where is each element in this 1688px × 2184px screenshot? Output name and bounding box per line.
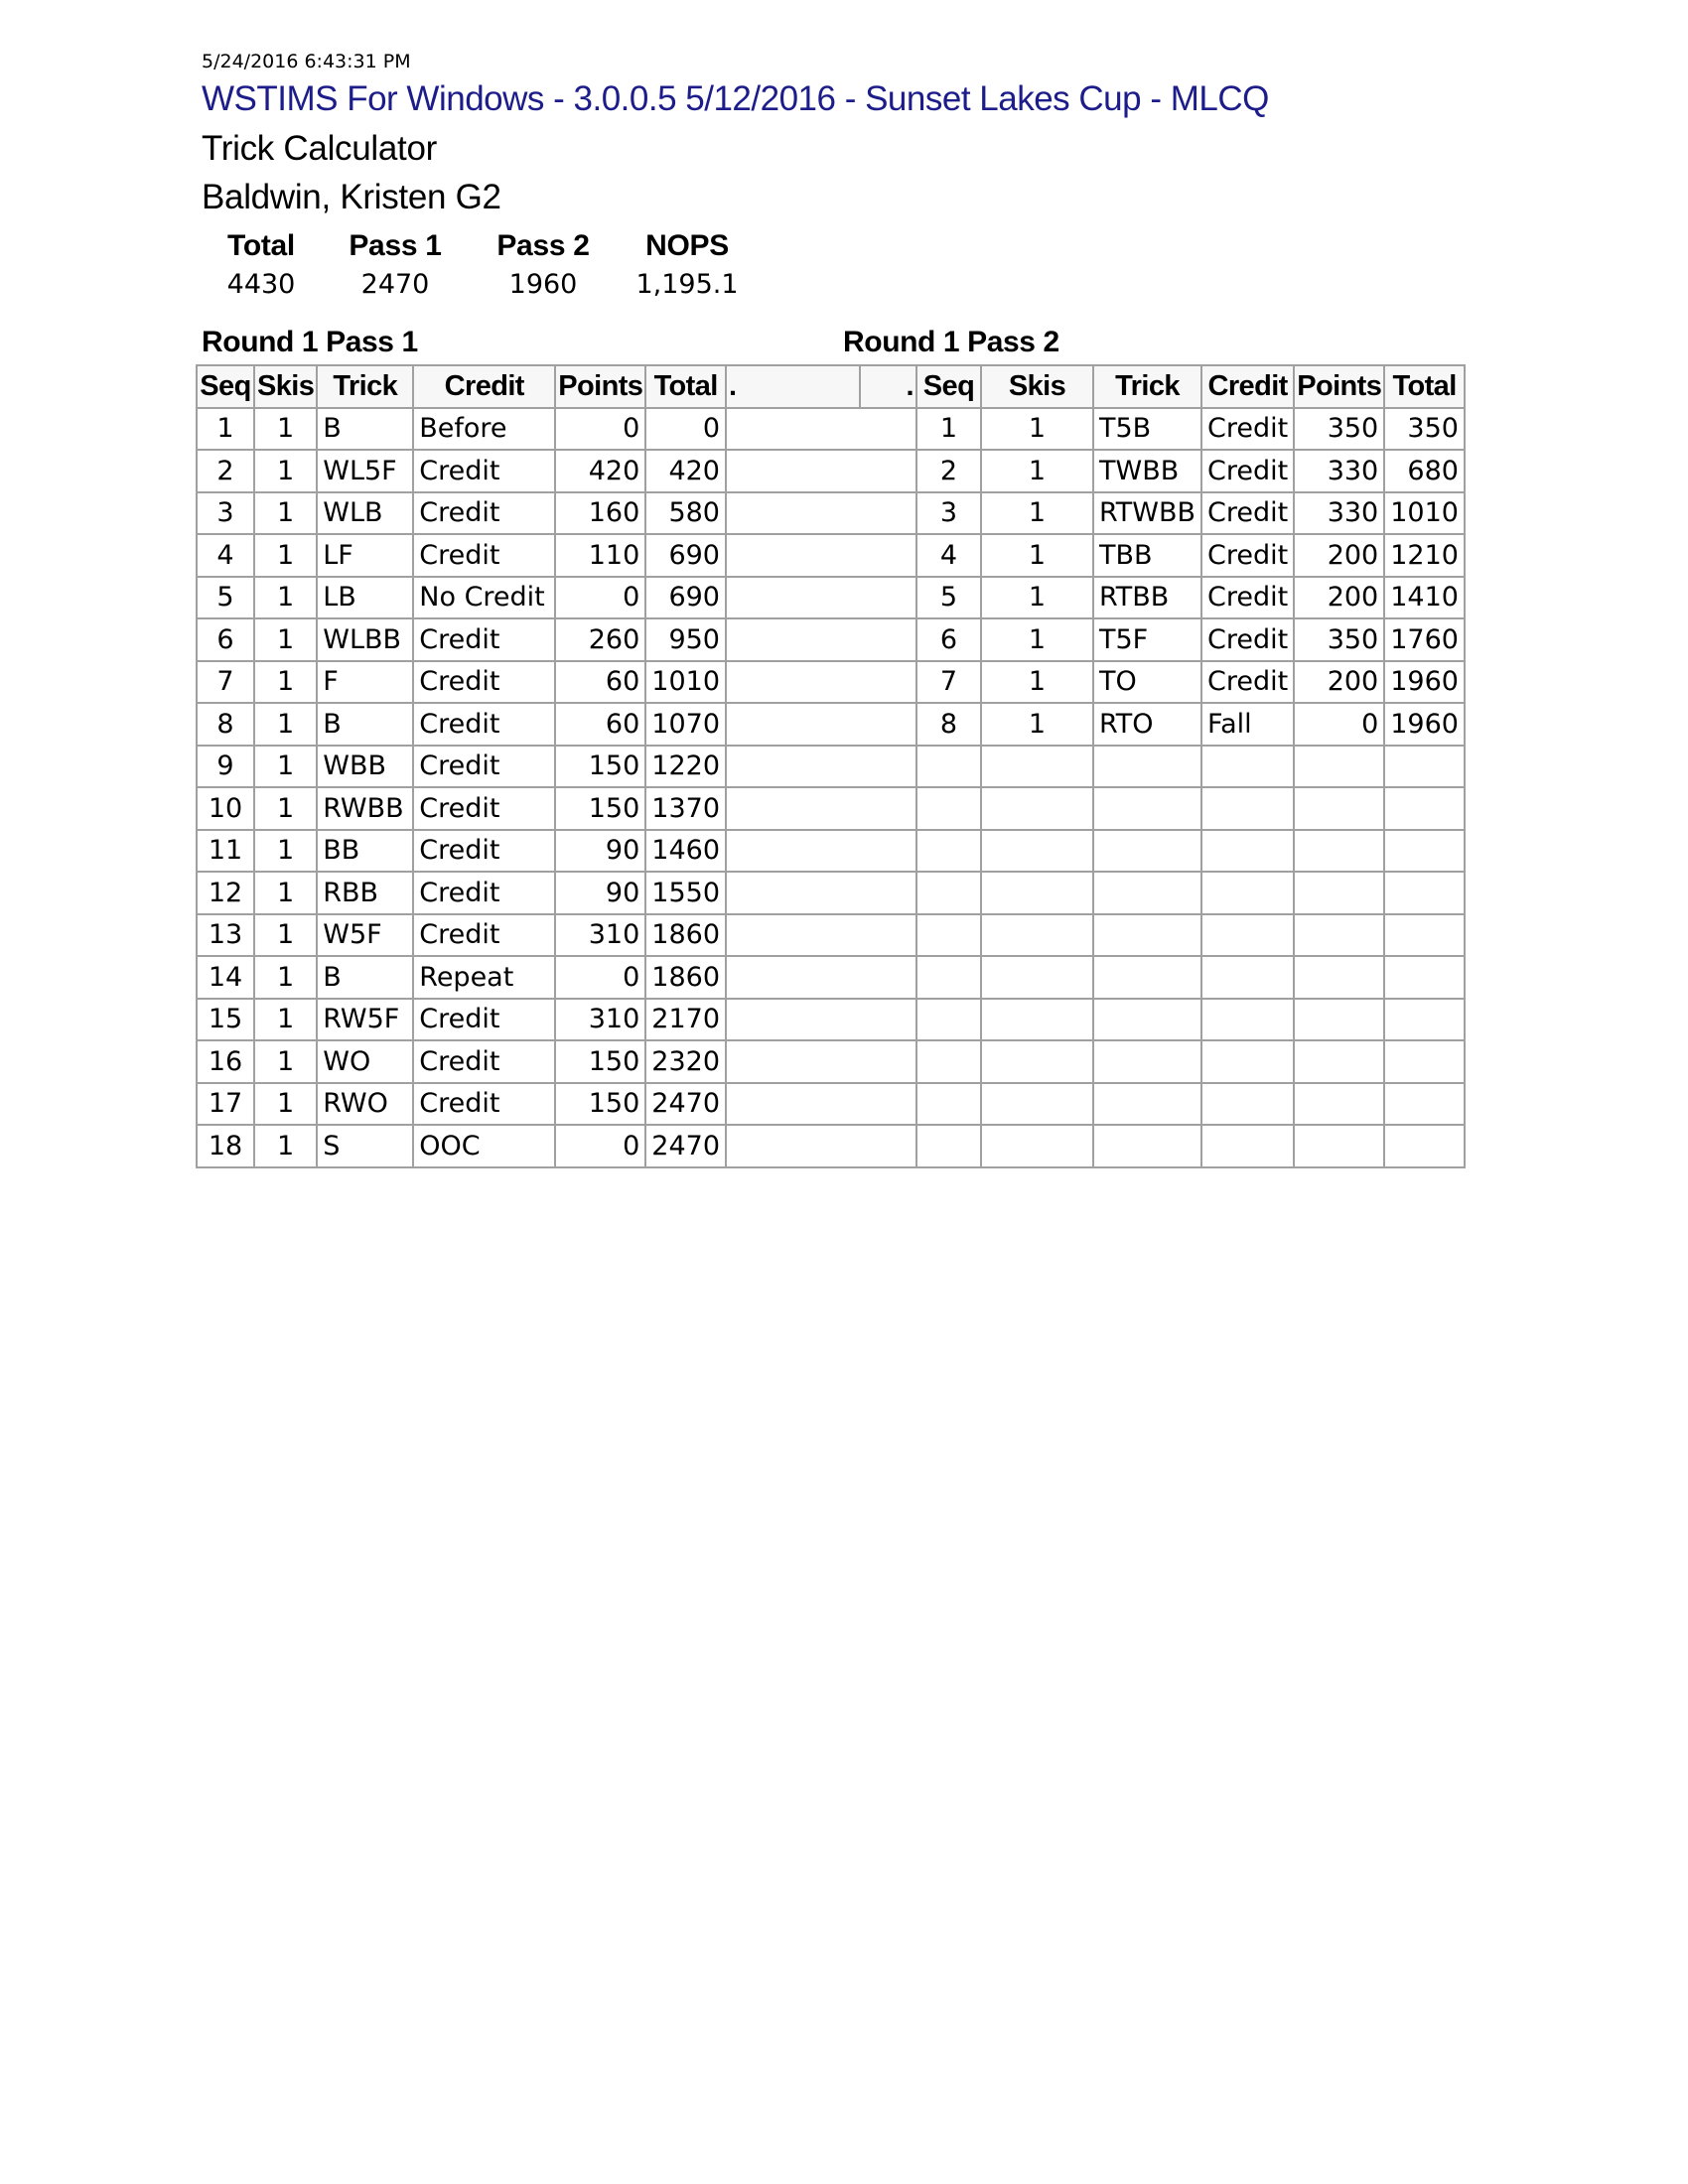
table-row [197,408,1465,451]
pass2-seq-cell [916,830,981,873]
pass2-total-cell [1384,746,1465,788]
table-header-row [197,365,1465,408]
separator-cell [726,534,916,577]
pass1-total-cell: 1370 [645,787,726,830]
pass1-skis-cell: 1 [254,1125,317,1167]
pass1-trick-cell: BB [317,830,413,873]
pass2-total-cell: 1960 [1384,661,1465,704]
table-row [197,830,1465,873]
pass2-skis-cell [981,746,1093,788]
pass1-points-cell: 0 [555,408,645,451]
pass1-credit-cell: Credit [413,1040,555,1083]
pass2-seq-cell [916,999,981,1041]
pass2-points-cell: 200 [1294,534,1384,577]
table-row [197,872,1465,914]
pass1-seq-cell: 12 [197,872,254,914]
pass1-credit-cell: No Credit [413,577,555,619]
pass1-seq-cell: 15 [197,999,254,1041]
pass1-seq-cell: 8 [197,703,254,746]
pass1-seq-cell: 7 [197,661,254,704]
col-header-skis: Skis [254,365,317,408]
pass2-total-cell: 1010 [1384,492,1465,535]
pass1-total-cell: 1860 [645,956,726,999]
pass1-seq-cell: 2 [197,450,254,492]
pass2-skis-cell [981,872,1093,914]
pass1-points-cell: 310 [555,914,645,957]
pass1-points-cell: 90 [555,872,645,914]
pass1-skis-cell: 1 [254,703,317,746]
pass2-skis-cell [981,1125,1093,1167]
pass2-trick-cell [1093,1125,1201,1167]
pass2-trick-cell: T5B [1093,408,1201,451]
pass1-skis-cell: 1 [254,914,317,957]
table-row [197,914,1465,957]
pass1-credit-cell: Credit [413,872,555,914]
pass2-trick-cell [1093,999,1201,1041]
separator-cell [726,703,916,746]
pass1-credit-cell: Credit [413,830,555,873]
summary-pass2 [470,226,617,304]
pass2-skis-cell: 1 [981,450,1093,492]
pass2-trick-cell: TWBB [1093,450,1201,492]
pass1-skis-cell: 1 [254,534,317,577]
pass2-points-cell [1294,914,1384,957]
pass2-credit-cell [1201,746,1294,788]
separator-cell [726,1040,916,1083]
pass1-trick-cell: F [317,661,413,704]
pass2-seq-cell: 8 [916,703,981,746]
pass1-points-cell: 150 [555,787,645,830]
pass1-skis-cell: 1 [254,450,317,492]
pass1-total-cell: 2470 [645,1125,726,1167]
separator-cell [726,450,916,492]
pass2-credit-cell: Credit [1201,618,1294,661]
pass2-skis-cell [981,956,1093,999]
pass1-skis-cell: 1 [254,830,317,873]
pass2-seq-cell: 5 [916,577,981,619]
col-header-points: Points [1294,365,1384,408]
pass2-skis-cell: 1 [981,618,1093,661]
col-header-seq: Seq [916,365,981,408]
pass1-skis-cell: 1 [254,661,317,704]
pass1-skis-cell: 1 [254,618,317,661]
pass2-credit-cell [1201,872,1294,914]
pass1-total-cell: 690 [645,534,726,577]
pass2-points-cell: 200 [1294,661,1384,704]
pass2-total-cell [1384,956,1465,999]
pass1-total-cell: 2320 [645,1040,726,1083]
pass2-points-cell: 330 [1294,450,1384,492]
pass1-points-cell: 60 [555,661,645,704]
separator-cell [726,830,916,873]
summary-nops [617,226,758,304]
pass1-skis-cell: 1 [254,492,317,535]
pass2-seq-cell [916,1040,981,1083]
pass1-credit-cell: Credit [413,999,555,1041]
table-row [197,1125,1465,1167]
pass1-skis-cell: 1 [254,999,317,1041]
pass1-points-cell: 150 [555,1040,645,1083]
pass1-label: Round 1 Pass 1 [202,326,418,358]
pass2-points-cell [1294,1125,1384,1167]
pass2-credit-cell [1201,1125,1294,1167]
pass1-skis-cell: 1 [254,956,317,999]
summary-header: NOPS [645,229,729,262]
separator-cell [726,1125,916,1167]
pass2-points-cell [1294,787,1384,830]
pass2-trick-cell [1093,914,1201,957]
pass2-seq-cell: 2 [916,450,981,492]
pass1-total-cell: 1550 [645,872,726,914]
pass2-total-cell: 1210 [1384,534,1465,577]
pass2-points-cell [1294,999,1384,1041]
pass2-credit-cell: Credit [1201,534,1294,577]
pass2-credit-cell [1201,787,1294,830]
col-header-trick: Trick [1093,365,1201,408]
pass2-total-cell [1384,1040,1465,1083]
pass2-trick-cell [1093,830,1201,873]
pass1-seq-cell: 5 [197,577,254,619]
pass1-skis-cell: 1 [254,872,317,914]
pass2-total-cell [1384,1083,1465,1126]
pass2-seq-cell [916,956,981,999]
col-header-separator-left: . [726,365,860,408]
pass1-credit-cell: Credit [413,618,555,661]
pass2-seq-cell: 7 [916,661,981,704]
pass2-credit-cell: Credit [1201,450,1294,492]
pass1-total-cell: 1010 [645,661,726,704]
pass2-credit-cell [1201,830,1294,873]
col-header-total: Total [1384,365,1465,408]
pass1-trick-cell: B [317,703,413,746]
separator-cell [726,577,916,619]
pass2-total-cell [1384,830,1465,873]
pass2-trick-cell [1093,787,1201,830]
separator-cell [726,408,916,451]
pass2-total-cell: 680 [1384,450,1465,492]
pass1-skis-cell: 1 [254,746,317,788]
pass2-total-cell [1384,999,1465,1041]
pass2-skis-cell [981,1040,1093,1083]
pass1-trick-cell: WBB [317,746,413,788]
pass1-trick-cell: WLBB [317,618,413,661]
table-row [197,577,1465,619]
separator-cell [726,661,916,704]
pass2-skis-cell [981,914,1093,957]
pass1-total-cell: 1070 [645,703,726,746]
pass1-credit-cell: Credit [413,746,555,788]
separator-cell [726,1083,916,1126]
pass2-total-cell [1384,1125,1465,1167]
pass1-seq-cell: 14 [197,956,254,999]
summary-header: Pass 1 [349,229,442,262]
col-header-credit: Credit [1201,365,1294,408]
pass2-credit-cell: Fall [1201,703,1294,746]
pass1-skis-cell: 1 [254,787,317,830]
pass1-points-cell: 0 [555,956,645,999]
pass1-credit-cell: Credit [413,661,555,704]
pass1-points-cell: 310 [555,999,645,1041]
separator-cell [726,999,916,1041]
pass1-trick-cell: RBB [317,872,413,914]
pass1-total-cell: 690 [645,577,726,619]
pass2-seq-cell: 3 [916,492,981,535]
pass2-credit-cell [1201,1040,1294,1083]
pass1-total-cell: 0 [645,408,726,451]
table-row [197,956,1465,999]
pass1-seq-cell: 17 [197,1083,254,1126]
separator-cell [726,872,916,914]
table-row [197,492,1465,535]
pass2-trick-cell [1093,746,1201,788]
pass2-skis-cell [981,787,1093,830]
pass1-skis-cell: 1 [254,1040,317,1083]
pass1-seq-cell: 13 [197,914,254,957]
pass1-trick-cell: RWBB [317,787,413,830]
pass2-label: Round 1 Pass 2 [843,326,1059,358]
pass1-trick-cell: W5F [317,914,413,957]
pass2-credit-cell: Credit [1201,492,1294,535]
pass2-points-cell: 200 [1294,577,1384,619]
pass1-points-cell: 260 [555,618,645,661]
summary-value: 4430 [226,269,296,300]
pass2-points-cell [1294,1083,1384,1126]
pass1-seq-cell: 3 [197,492,254,535]
pass2-seq-cell: 1 [916,408,981,451]
pass2-seq-cell [916,872,981,914]
pass2-trick-cell [1093,1040,1201,1083]
separator-cell [726,914,916,957]
pass2-skis-cell: 1 [981,577,1093,619]
pass1-credit-cell: Repeat [413,956,555,999]
pass2-points-cell [1294,746,1384,788]
table-row [197,999,1465,1041]
pass2-credit-cell: Credit [1201,661,1294,704]
pass1-trick-cell: B [317,956,413,999]
pass2-skis-cell: 1 [981,408,1093,451]
pass2-skis-cell [981,1083,1093,1126]
pass2-total-cell: 1410 [1384,577,1465,619]
pass1-credit-cell: Credit [413,787,555,830]
skier-name: Baldwin, Kristen G2 [202,178,501,216]
table-row [197,534,1465,577]
pass2-points-cell: 0 [1294,703,1384,746]
pass1-seq-cell: 4 [197,534,254,577]
table-row [197,703,1465,746]
pass2-skis-cell: 1 [981,661,1093,704]
pass1-seq-cell: 16 [197,1040,254,1083]
pass1-points-cell: 150 [555,1083,645,1126]
separator-cell [726,618,916,661]
pass1-seq-cell: 10 [197,787,254,830]
pass1-seq-cell: 1 [197,408,254,451]
pass2-skis-cell: 1 [981,534,1093,577]
pass1-total-cell: 1860 [645,914,726,957]
summary-pass1 [321,226,470,304]
pass1-credit-cell: OOC [413,1125,555,1167]
pass2-trick-cell: RTBB [1093,577,1201,619]
pass1-points-cell: 90 [555,830,645,873]
pass2-credit-cell [1201,1083,1294,1126]
table-row [197,1083,1465,1126]
separator-cell [726,492,916,535]
pass2-skis-cell [981,830,1093,873]
pass1-total-cell: 2470 [645,1083,726,1126]
pass1-credit-cell: Credit [413,914,555,957]
pass1-points-cell: 160 [555,492,645,535]
pass2-seq-cell [916,1125,981,1167]
col-header-points: Points [555,365,645,408]
pass2-credit-cell [1201,999,1294,1041]
pass2-points-cell [1294,1040,1384,1083]
summary-total [202,226,321,304]
pass2-total-cell [1384,872,1465,914]
pass1-trick-cell: WL5F [317,450,413,492]
pass1-total-cell: 1460 [645,830,726,873]
col-header-separator-right: . [860,365,916,408]
pass1-credit-cell: Credit [413,703,555,746]
table-row [197,450,1465,492]
pass1-points-cell: 0 [555,577,645,619]
pass2-total-cell [1384,914,1465,957]
pass2-seq-cell [916,1083,981,1126]
pass1-trick-cell: RWO [317,1083,413,1126]
score-summary [202,226,758,304]
pass1-points-cell: 150 [555,746,645,788]
table-row [197,661,1465,704]
pass2-total-cell [1384,787,1465,830]
pass1-points-cell: 60 [555,703,645,746]
pass1-skis-cell: 1 [254,577,317,619]
pass1-credit-cell: Credit [413,450,555,492]
pass2-trick-cell: RTWBB [1093,492,1201,535]
pass1-seq-cell: 18 [197,1125,254,1167]
table-row [197,618,1465,661]
col-header-credit: Credit [413,365,555,408]
pass2-skis-cell [981,999,1093,1041]
pass2-points-cell [1294,830,1384,873]
pass1-trick-cell: RW5F [317,999,413,1041]
pass1-credit-cell: Credit [413,1083,555,1126]
pass1-total-cell: 2170 [645,999,726,1041]
pass2-trick-cell [1093,956,1201,999]
pass2-points-cell: 350 [1294,408,1384,451]
pass2-credit-cell: Credit [1201,577,1294,619]
pass2-credit-cell [1201,956,1294,999]
separator-cell [726,746,916,788]
pass1-trick-cell: LB [317,577,413,619]
separator-cell [726,956,916,999]
pass1-seq-cell: 11 [197,830,254,873]
pass1-points-cell: 0 [555,1125,645,1167]
trick-table [196,364,1466,1168]
pass2-credit-cell: Credit [1201,408,1294,451]
pass2-points-cell [1294,956,1384,999]
summary-value: 1,195.1 [635,269,739,300]
separator-cell [726,787,916,830]
pass1-skis-cell: 1 [254,408,317,451]
col-header-total: Total [645,365,726,408]
pass1-points-cell: 420 [555,450,645,492]
table-row [197,1040,1465,1083]
report-title: WSTIMS For Windows - 3.0.0.5 5/12/2016 - Sunset Lakes Cup - MLCQ [202,79,1269,118]
pass1-total-cell: 1220 [645,746,726,788]
pass2-points-cell [1294,872,1384,914]
print-timestamp: 5/24/2016 6:43:31 PM [202,51,411,72]
pass2-trick-cell [1093,1083,1201,1126]
pass1-total-cell: 420 [645,450,726,492]
pass2-trick-cell: T5F [1093,618,1201,661]
pass1-trick-cell: WO [317,1040,413,1083]
pass2-trick-cell: TO [1093,661,1201,704]
summary-value: 2470 [360,269,430,300]
summary-value: 1960 [508,269,578,300]
pass2-credit-cell [1201,914,1294,957]
pass1-total-cell: 950 [645,618,726,661]
pass1-total-cell: 580 [645,492,726,535]
pass2-seq-cell: 6 [916,618,981,661]
pass2-seq-cell [916,787,981,830]
pass1-credit-cell: Before [413,408,555,451]
report-subtitle: Trick Calculator [202,129,438,168]
pass1-credit-cell: Credit [413,534,555,577]
pass1-skis-cell: 1 [254,1083,317,1126]
pass2-skis-cell: 1 [981,492,1093,535]
pass2-points-cell: 350 [1294,618,1384,661]
table-row [197,746,1465,788]
pass1-trick-cell: LF [317,534,413,577]
pass1-trick-cell: WLB [317,492,413,535]
pass2-total-cell: 1960 [1384,703,1465,746]
pass2-trick-cell: TBB [1093,534,1201,577]
pass2-seq-cell: 4 [916,534,981,577]
pass2-trick-cell [1093,872,1201,914]
pass2-skis-cell: 1 [981,703,1093,746]
pass1-trick-cell: S [317,1125,413,1167]
pass1-seq-cell: 9 [197,746,254,788]
pass2-total-cell: 350 [1384,408,1465,451]
pass1-seq-cell: 6 [197,618,254,661]
summary-header: Total [227,229,295,262]
pass2-total-cell: 1760 [1384,618,1465,661]
pass2-seq-cell [916,914,981,957]
col-header-trick: Trick [317,365,413,408]
pass2-seq-cell [916,746,981,788]
pass1-credit-cell: Credit [413,492,555,535]
col-header-skis: Skis [981,365,1093,408]
pass1-points-cell: 110 [555,534,645,577]
table-row [197,787,1465,830]
col-header-seq: Seq [197,365,254,408]
pass2-trick-cell: RTO [1093,703,1201,746]
pass2-points-cell: 330 [1294,492,1384,535]
summary-header: Pass 2 [496,229,590,262]
pass1-trick-cell: B [317,408,413,451]
